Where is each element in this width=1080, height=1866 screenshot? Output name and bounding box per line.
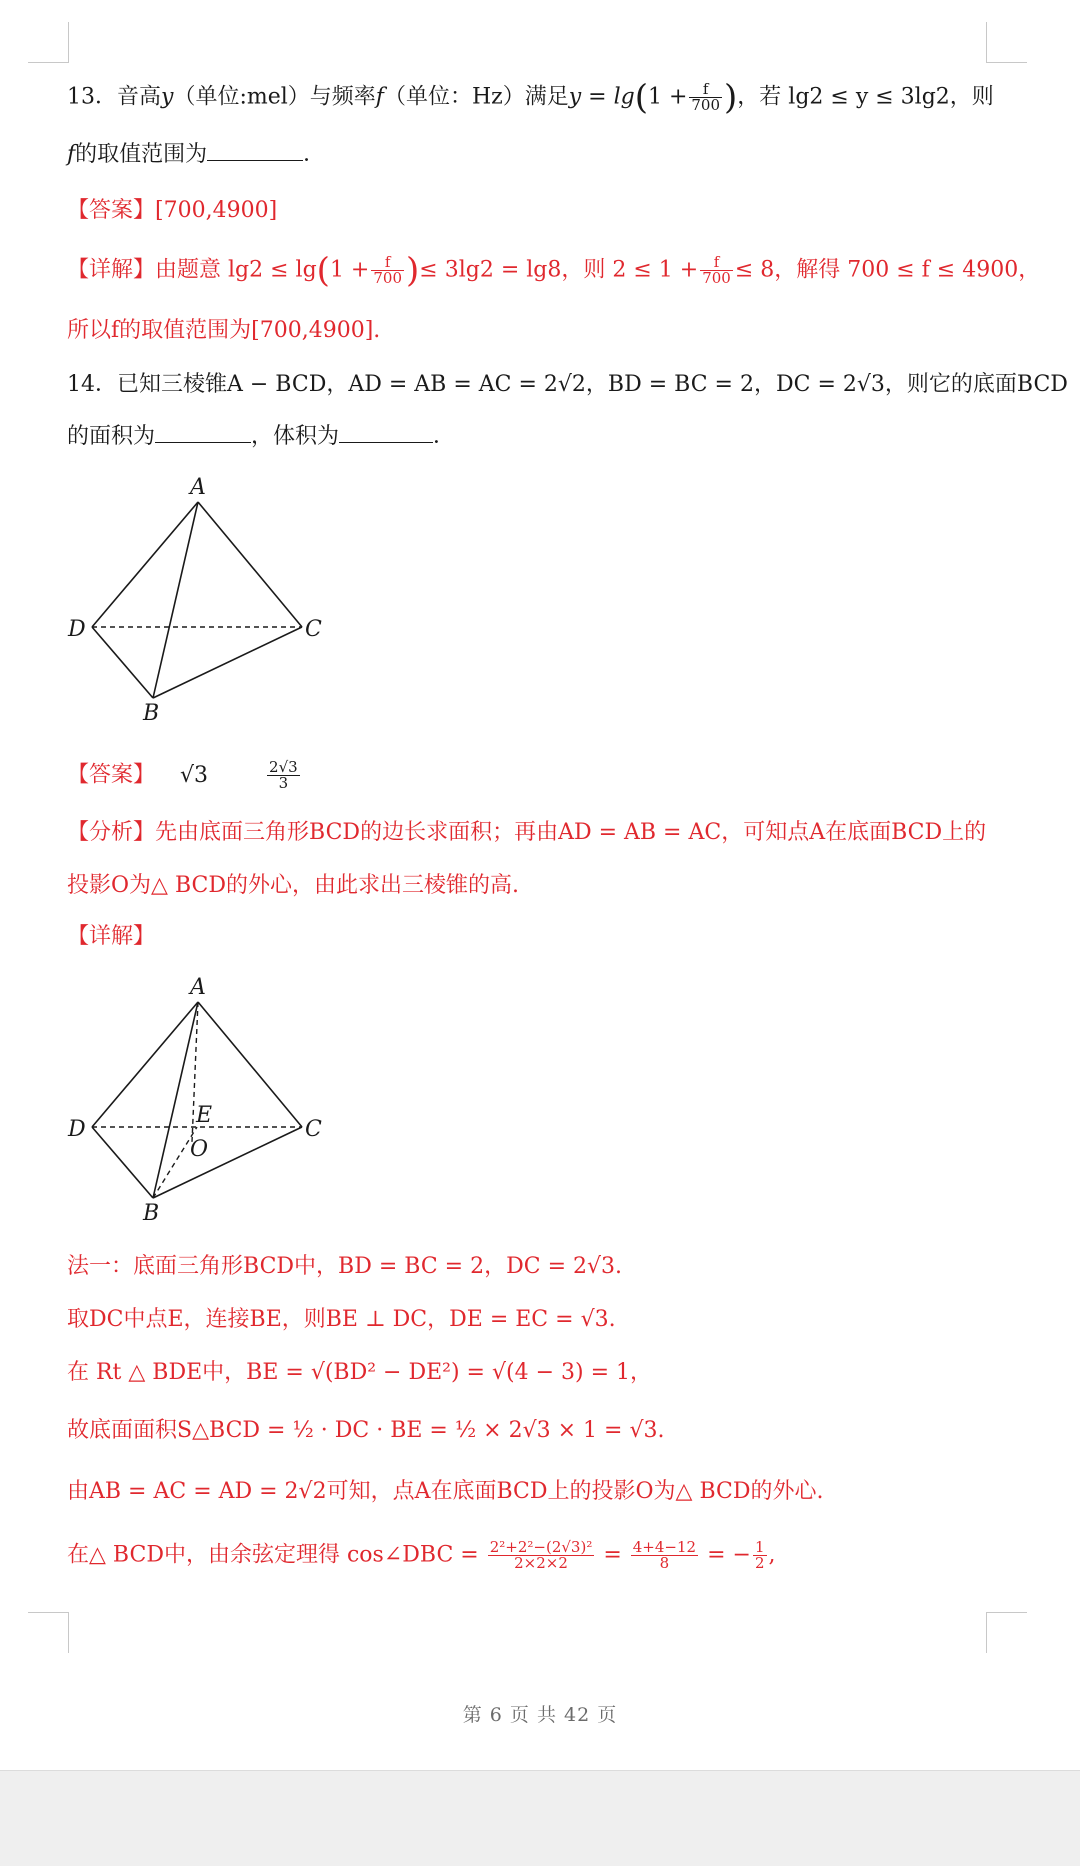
answer-blank (155, 424, 251, 443)
page-corner-mark (28, 1612, 69, 1653)
fraction: $\frac{\text{2²+2²−(2√3)²}}{2\times 2\times 2}$ (489, 1538, 593, 1572)
vertex-label-C: C (305, 1117, 322, 1142)
q13-detail-line1: 【详解】由题意 lg2 ≤ lg(1 + $\frac{f}{700}$ )≤ 3lg2 = lg8，则 2 ≤ 1 + $\frac{f}{700}$ ≤ 8，解得 700 ≤ f ≤ 4900， (67, 250, 1041, 291)
page-corner-mark (28, 22, 69, 63)
edge-AC (198, 1002, 302, 1127)
q14-stem-line1: 14．已知三棱锥A − BCD，AD = AB = AC = 2√2，BD = BC = 2，DC = 2√3，则它的底面BCD (67, 372, 1068, 397)
q14-answer: 【答案】 √3 $\frac{2√3}{3}$ (67, 758, 298, 792)
q14-solution-line6: 在△ BCD中，由余弦定理得 cos∠DBC = $\frac{\text{2²+2²−(2√3)²}}{2\times 2\times 2}$ = $\frac{4+4-12}{8}$ = − $\frac{1}{2}$ , (67, 1538, 776, 1572)
answer-blank (207, 142, 303, 161)
viewer-bottom-bar (0, 1770, 1080, 1866)
fraction: $\frac{1}{2}$ (754, 1538, 765, 1572)
tetrahedron-figure-1 (60, 470, 340, 734)
fraction: $\frac{f}{700}$ (691, 80, 721, 114)
edge-BC (153, 627, 302, 698)
fraction: $\frac{2√3}{3}$ (269, 758, 298, 792)
q13-detail-line2: 所以f的取值范围为[700,4900]. (67, 318, 381, 343)
fraction: $\frac{4+4-12}{8}$ (632, 1538, 697, 1572)
answer-blank (339, 424, 433, 443)
edge-AB (153, 1002, 198, 1198)
tetrahedron-figure-2 (60, 970, 340, 1234)
q14-solution-line2: 取DC中点E，连接BE，则BE ⊥ DC，DE = EC = √3. (67, 1307, 616, 1332)
point-label-E: E (196, 1103, 213, 1128)
q13-answer: 【答案】[700,4900] (67, 198, 278, 223)
vertex-label-D: D (68, 1117, 86, 1142)
page-corner-mark (986, 22, 1027, 63)
q14-solution-line1: 法一：底面三角形BCD中，BD = BC = 2，DC = 2√3. (67, 1254, 622, 1279)
edge-AD (92, 1002, 198, 1127)
q14-analysis-line2: 投影O为△ BCD的外心，由此求出三棱锥的高. (67, 873, 519, 898)
q14-solution-line4: 故底面面积S△BCD = ½ · DC · BE = ½ × 2√3 × 1 = √3. (67, 1418, 665, 1443)
q14-solution-line3: 在 Rt △ BDE中，BE = √(BD² − DE²) = √(4 − 3) = 1， (67, 1360, 652, 1385)
point-label-O: O (190, 1137, 209, 1162)
edge-AD (92, 502, 198, 627)
edge-AB (153, 502, 198, 698)
q14-detail-label: 【详解】 (67, 924, 156, 949)
vertex-label-B: B (143, 1201, 160, 1226)
vertex-label-B: B (143, 701, 160, 726)
page-footer: 第 6 页 共 42 页 (462, 1704, 618, 1726)
q13-stem-line1: 13．音高y（单位:mel）与频率f（单位：Hz）满足y = lg(1 + $\frac{f}{700}$ )，若 lg2 ≤ y ≤ 3lg2，则 (67, 77, 994, 118)
q14-stem-line2: 的面积为 ，体积为 ． (67, 424, 456, 449)
edge-DB (92, 1127, 153, 1198)
vertex-label-C: C (305, 617, 322, 642)
edge-AC (198, 502, 302, 627)
q13-stem-line2: f的取值范围为 ． (67, 142, 326, 167)
fraction: $\frac{f}{700}$ (373, 253, 403, 287)
vertex-label-D: D (68, 617, 86, 642)
page-corner-mark (986, 1612, 1027, 1653)
vertex-label-A: A (190, 475, 206, 500)
q14-solution-line5: 由AB = AC = AD = 2√2可知，点A在底面BCD上的投影O为△ BCD的外心. (67, 1479, 824, 1504)
q14-analysis-line1: 【分析】先由底面三角形BCD的边长求面积；再由AD = AB = AC，可知点A在底面BCD上的 (67, 820, 987, 845)
vertex-label-A: A (190, 975, 206, 1000)
fraction: $\frac{f}{700}$ (702, 253, 731, 287)
edge-BC (153, 1127, 302, 1198)
edge-DB (92, 627, 153, 698)
